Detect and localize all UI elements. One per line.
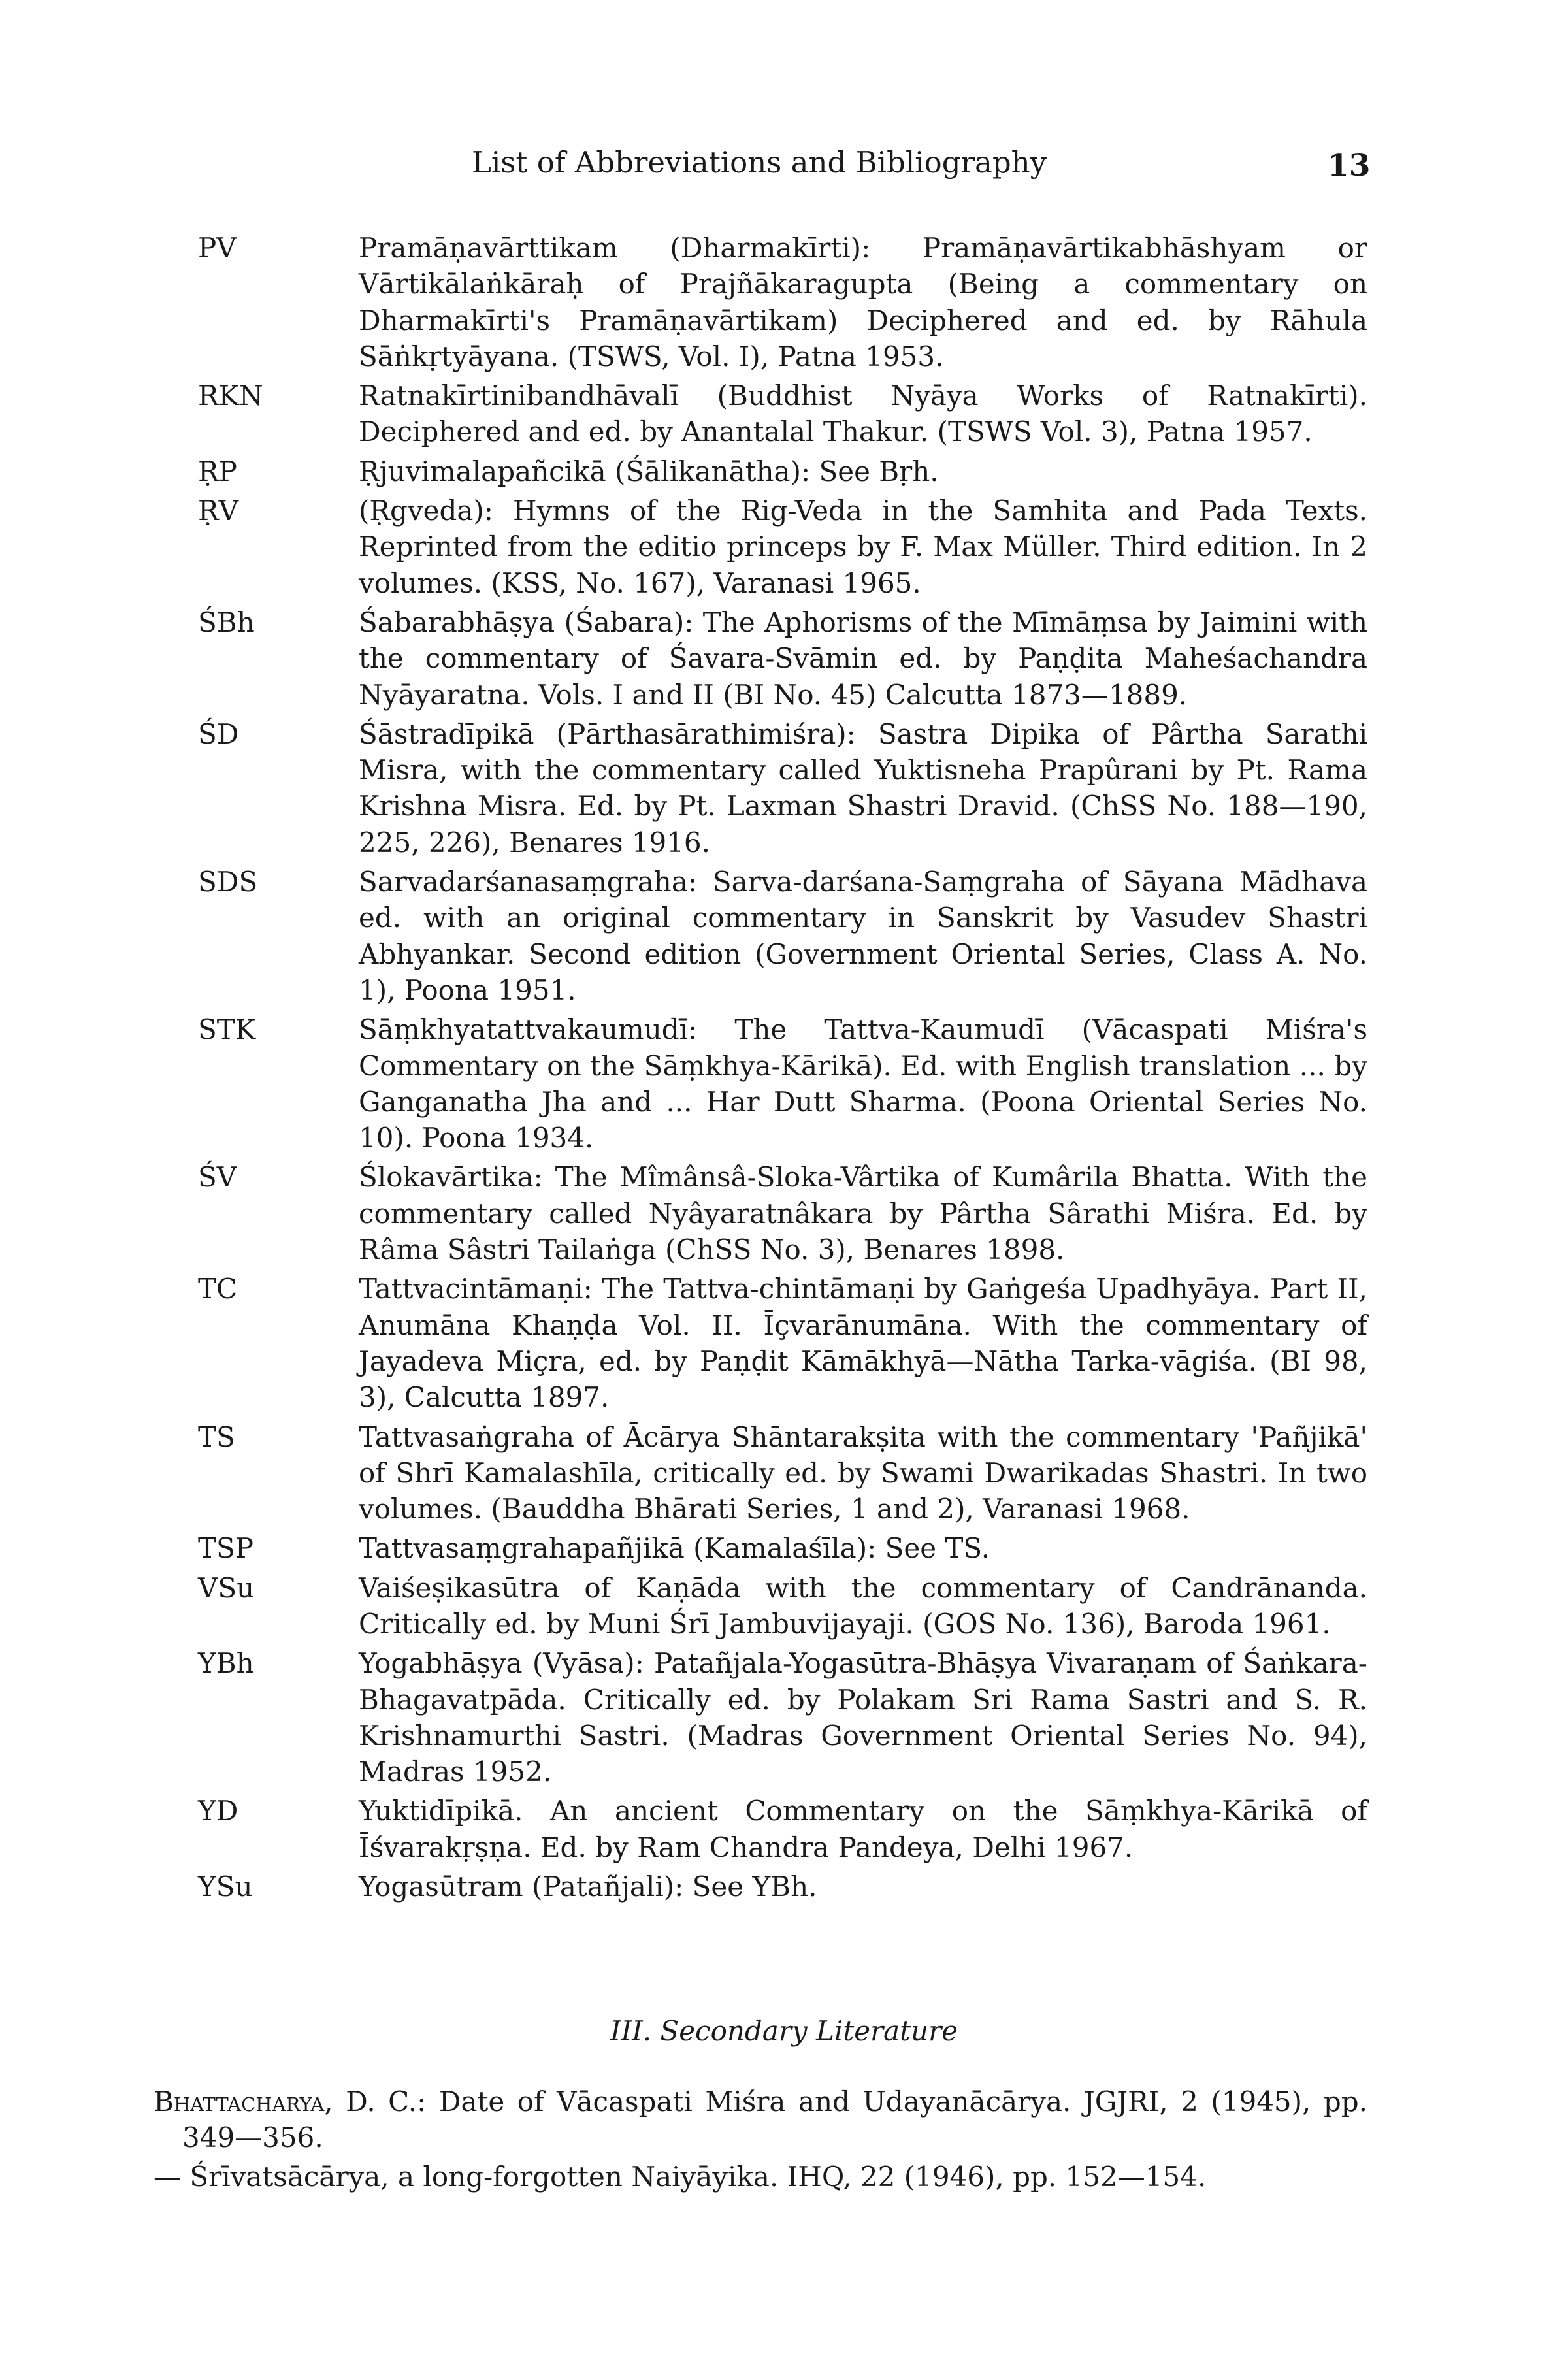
abbreviation: ṚV <box>198 495 238 527</box>
abbreviation-description: Śabarabhāṣya (Śabara): The Aphorisms of the Mīmāṃsa by Jaimini with the commentary of Śavara-Svāmin ed. by Paṇḍita Maheśachandra Nyāyaratna. Vols. I and II (BI No. 45) Calcutta 1873—1889. <box>359 606 1367 711</box>
reference-text: Śrīvatsācārya, a long-forgotten Naiyāyika. IHQ, 22 (1946), pp. 152—154. <box>189 2160 1207 2193</box>
abbreviation-entry <box>198 1570 1367 1643</box>
abbreviation-entry <box>198 378 1367 450</box>
abbreviation: RKN <box>198 380 263 412</box>
abbreviation-entry <box>198 1271 1367 1415</box>
abbreviation-description: Tattvasaṃgrahapañjikā (Kamalaśīla): See TS. <box>359 1532 990 1565</box>
abbreviation: PV <box>198 232 237 264</box>
secondary-literature-list <box>154 2084 1367 2195</box>
abbreviation-description: Pramāṇavārttikam (Dharmakīrti): Pramāṇavārtikabhāshyam or Vārtikālaṅkāraḥ of Prajñākaragupta (Being a commentary on Dharmakīrti's Pramāṇavārtikam) Deciphered and ed. by Rāhula Sāṅkṛtyāyana. (TSWS, Vol. I), Patna 1953. <box>359 232 1367 372</box>
abbreviation-description: Ślokavārtika: The Mîmânsâ-Sloka-Vârtika of Kumârila Bhatta. With the commentary called Nyâyaratnâkara by Pârtha Sârathi Miśra. Ed. by Râma Sâstri Tailaṅga (ChSS No. 3), Benares 1898. <box>359 1161 1367 1266</box>
abbreviation-entry <box>198 1793 1367 1865</box>
abbreviation: TS <box>198 1420 235 1453</box>
abbreviation: ŚBh <box>198 606 255 638</box>
abbreviation-entry <box>198 453 1367 489</box>
abbreviation-description: Vaiśeṣikasūtra of Kaṇāda with the commentary of Candrānanda. Critically ed. by Muni Śrī Jambuvijayaji. (GOS No. 136), Baroda 1961. <box>359 1571 1367 1640</box>
reference-entry <box>154 2159 1367 2195</box>
page-number: 13 <box>1328 148 1371 184</box>
abbreviation-description: Sāṃkhyatattvakaumudī: The Tattva-Kaumudī (Vācaspati Miśra's Commentary on the Sāṃkhya-Kārikā). Ed. with English translation ... by Ganganatha Jha and ... Har Dutt Sharma. (Poona Oriental Series No. 10). Poona 1934. <box>359 1013 1367 1154</box>
abbreviation-entry <box>198 230 1367 374</box>
abbreviation-description: Yuktidīpikā. An ancient Commentary on the Sāṃkhya-Kārikā of Īśvarakṛṣṇa. Ed. by Ram Chandra Pandeya, Delhi 1967. <box>359 1795 1367 1863</box>
reference-text: Date of Vācaspati Miśra and Udayanācārya. JGJRI, 2 (1945), pp. 349—356. <box>182 2086 1367 2154</box>
abbreviation-description: Tattvacintāmaṇi: The Tattva-chintāmaṇi by Gaṅgeśa Upadhyāya. Part II, Anumāna Khaṇḍa Vol. II. Īçvarānumāna. With the commentary of Jayadeva Miçra, ed. by Paṇḍit Kāmākhyā—Nātha Tarka-vāgiśa. (BI 98, 3), Calcutta 1897. <box>359 1273 1367 1414</box>
abbreviation: VSu <box>198 1571 255 1604</box>
abbreviation-description: Yogasūtram (Patañjali): See YBh. <box>359 1871 817 1903</box>
abbreviation-description: Sarvadarśanasaṃgraha: Sarva-darśana-Saṃgraha of Sāyana Mādhava ed. with an original commentary in Sanskrit by Vasudev Shastri Abhyankar. Second edition (Government Oriental Series, Class A. No. 1), Poona 1951. <box>359 866 1367 1006</box>
abbreviation: YD <box>198 1795 238 1827</box>
abbreviation-entry <box>198 716 1367 860</box>
abbreviation-entry <box>198 864 1367 1008</box>
abbreviation: ŚD <box>198 717 239 750</box>
abbreviation: ŚV <box>198 1161 237 1194</box>
abbreviation-entry <box>198 1869 1367 1905</box>
section-heading: III. Secondary Literature <box>610 2015 958 2047</box>
abbreviation-description: Śāstradīpikā (Pārthasārathimiśra): Sastra Dipika of Pârtha Sarathi Misra, with the commentary called Yuktisneha Prapûrani by Pt. Rama Krishna Misra. Ed. by Pt. Laxman Shastri Dravid. (ChSS No. 188—190, 225, 226), Benares 1916. <box>359 717 1367 859</box>
abbreviation-description: Ṛjuvimalapañcikā (Śālikanātha): See Bṛh. <box>359 455 939 487</box>
abbreviation: YSu <box>198 1871 253 1903</box>
reference-entry <box>154 2084 1367 2156</box>
abbreviation: STK <box>198 1013 256 1046</box>
abbreviation-entry <box>198 1530 1367 1566</box>
reference-author: Bhattacharya, D. C.: <box>154 2086 427 2118</box>
abbreviation-description: Ratnakīrtinibandhāvalī (Buddhist Nyāya Works of Ratnakīrti). Deciphered and ed. by Anantalal Thakur. (TSWS Vol. 3), Patna 1957. <box>359 380 1367 448</box>
abbreviation: YBh <box>198 1647 254 1680</box>
abbreviation-description: Tattvasaṅgraha of Ācārya Shāntarakṣita with the commentary 'Pañjikā' of Shrī Kamalashīla, critically ed. by Swami Dwarikadas Shastri. In two volumes. (Bauddha Bhārati Series, 1 and 2), Varanasi 1968. <box>359 1420 1367 1526</box>
abbreviation: SDS <box>198 866 258 898</box>
abbreviation-entry <box>198 1011 1367 1156</box>
abbreviation: ṚP <box>198 455 237 487</box>
abbreviation-entry <box>198 1419 1367 1528</box>
abbreviation-entry <box>198 1645 1367 1790</box>
abbreviation-entry <box>198 1159 1367 1268</box>
abbreviation-entry <box>198 493 1367 601</box>
abbreviation-list <box>198 230 1367 1905</box>
abbreviation-entry <box>198 604 1367 713</box>
abbreviation-description: (Ṛgveda): Hymns of the Rig-Veda in the Samhita and Pada Texts. Reprinted from the editio princeps by F. Max Müller. Third edition. In 2 volumes. (KSS, No. 167), Varanasi 1965. <box>359 495 1367 599</box>
abbreviation: TSP <box>198 1532 254 1565</box>
reference-author: — <box>154 2160 181 2193</box>
abbreviation: TC <box>198 1273 238 1305</box>
abbreviation-description: Yogabhāṣya (Vyāsa): Patañjala-Yogasūtra-Bhāṣya Vivaraṇam of Śaṅkara-Bhagavatpāda. Critically ed. by Polakam Sri Rama Sastri and S. R. Krishnamurthi Sastri. (Madras Government Oriental Series No. 94), Madras 1952. <box>359 1647 1367 1788</box>
running-head: List of Abbreviations and Bibliography <box>472 145 1047 180</box>
